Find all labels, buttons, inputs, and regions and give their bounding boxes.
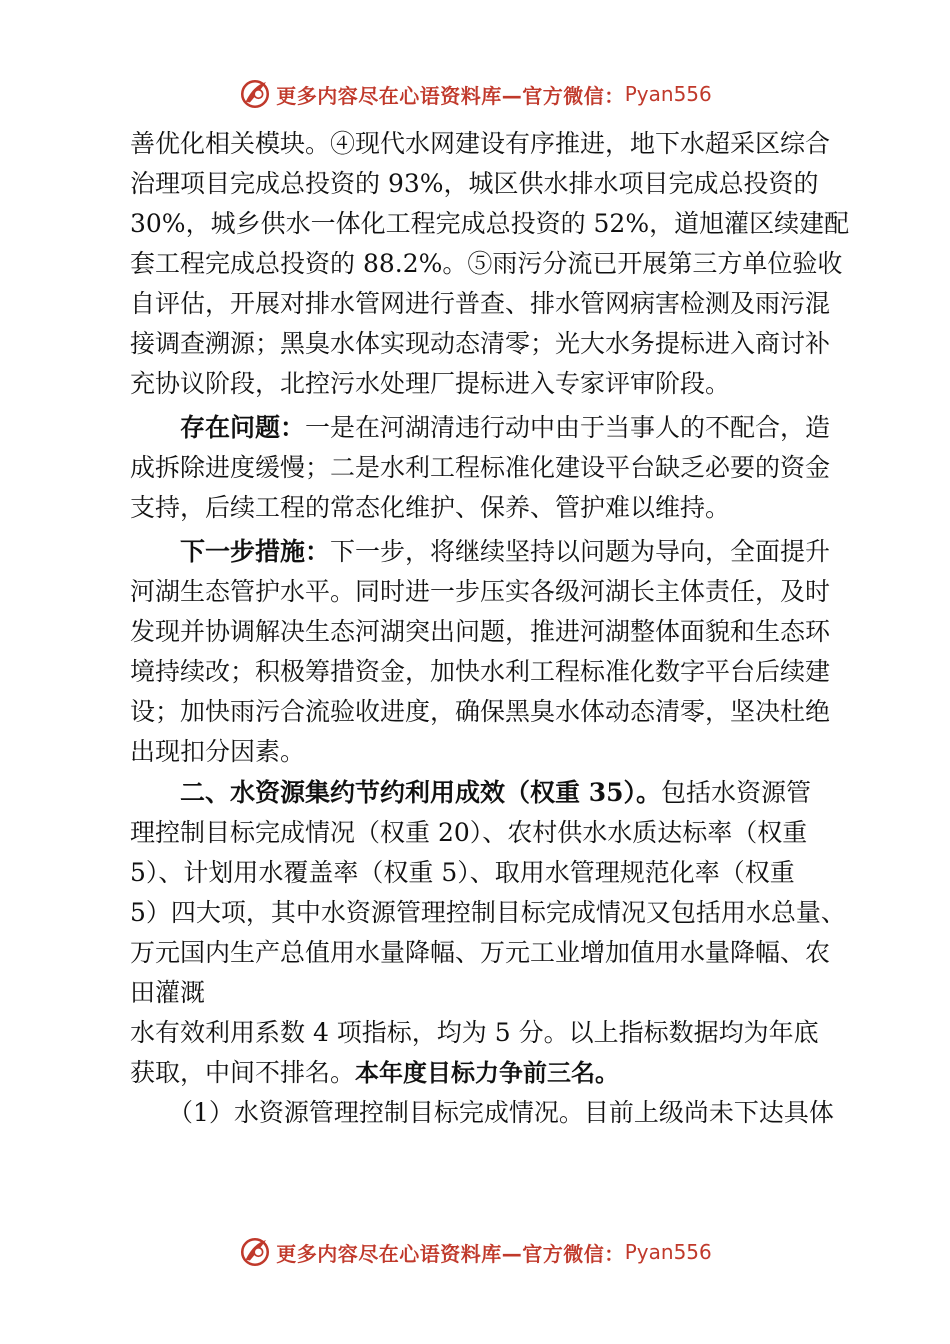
text-line: 治理项目完成总投资的 93%，城区供水排水项目完成总投资的 xyxy=(130,169,819,198)
text-line: 设；加快雨污合流验收进度，确保黑臭水体动态清零，坚决杜绝 xyxy=(130,697,831,726)
text-line: 出现扣分因素。 xyxy=(130,737,306,766)
brand-logo-icon xyxy=(238,77,272,111)
header-watermark xyxy=(0,74,950,114)
text-line: 30%，城乡供水一体化工程完成总投资的 52%，道旭灌区续建配 xyxy=(130,209,850,238)
text-span: 获取，中间不排名。 xyxy=(130,1058,356,1087)
paragraph-heading: 存在问题： xyxy=(180,413,306,442)
goal-emphasis: 本年度目标力争前三名。 xyxy=(355,1059,620,1087)
text-line: 5）四大项，其中水资源管理控制目标完成情况又包括用水总量、 xyxy=(130,898,846,927)
text-line xyxy=(130,532,830,572)
text-line: 充协议阶段，北控污水处理厂提标进入专家评审阶段。 xyxy=(130,369,731,398)
text-line: （1）水资源管理控制目标完成情况。目前上级尚未下达具体 xyxy=(168,1098,834,1127)
text-line: 5）、计划用水覆盖率（权重 5）、取用水管理规范化率（权重 xyxy=(130,858,795,887)
text-line: 河湖生态管护水平。同时进一步压实各级河湖长主体责任，及时 xyxy=(130,577,831,606)
text-line xyxy=(130,408,830,448)
paragraph-progress xyxy=(130,124,850,404)
text-line: 自评估，开展对排水管网进行普查、排水管网病害检测及雨污混 xyxy=(130,289,831,318)
paragraph-sub-item xyxy=(130,1093,834,1133)
text-span: 下一步，将继续坚持以问题为导向，全面提升 xyxy=(330,537,831,566)
text-line: 套工程完成总投资的 88.2%。⑤雨污分流已开展第三方单位验收 xyxy=(130,249,843,278)
watermark-wechat-id: Pyan556 xyxy=(624,82,712,106)
text-span: 一是在河湖清违行动中由于当事人的不配合，造 xyxy=(305,413,831,442)
document-body xyxy=(130,124,850,1133)
paragraph-problems xyxy=(130,408,830,528)
text-line: 发现并协调解决生态河湖突出问题，推进河湖整体面貌和生态环 xyxy=(130,617,831,646)
text-line: 万元国内生产总值用水量降幅、万元工业增加值用水量降幅、农 xyxy=(130,938,831,967)
footer-watermark xyxy=(0,1232,950,1272)
text-span: 包括水资源管 xyxy=(661,778,812,807)
text-line: 田灌溉 xyxy=(130,978,206,1007)
text-line: 善优化相关模块。④现代水网建设有序推进，地下水超采区综合 xyxy=(130,129,831,158)
text-line xyxy=(130,773,830,813)
text-line: 理控制目标完成情况（权重 20）、农村供水水质达标率（权重 xyxy=(130,818,808,847)
paragraph-water-resources xyxy=(130,773,846,1093)
watermark-text: 更多内容尽在心语资料库—官方微信： xyxy=(276,83,625,108)
text-line xyxy=(130,1053,830,1093)
text-line: 水有效利用系数 4 项指标，均为 5 分。以上指标数据均为年底 xyxy=(130,1018,819,1047)
brand-logo-icon xyxy=(238,1235,272,1269)
paragraph-next-steps xyxy=(130,532,830,772)
text-line: 支持，后续工程的常态化维护、保养、管护难以维持。 xyxy=(130,493,731,522)
text-line: 接调查溯源；黑臭水体实现动态清零；光大水务提标进入商讨补 xyxy=(130,329,831,358)
paragraph-heading: 下一步措施： xyxy=(180,537,331,566)
watermark-text: 更多内容尽在心语资料库—官方微信： xyxy=(276,1241,625,1266)
text-line: 境持续改；积极筹措资金，加快水利工程标准化数字平台后续建 xyxy=(130,657,831,686)
section-heading: 二、水资源集约节约利用成效（权重 35）。 xyxy=(180,778,661,807)
watermark-wechat-id: Pyan556 xyxy=(624,1240,712,1264)
text-line: 成拆除进度缓慢；二是水利工程标准化建设平台缺乏必要的资金 xyxy=(130,453,831,482)
